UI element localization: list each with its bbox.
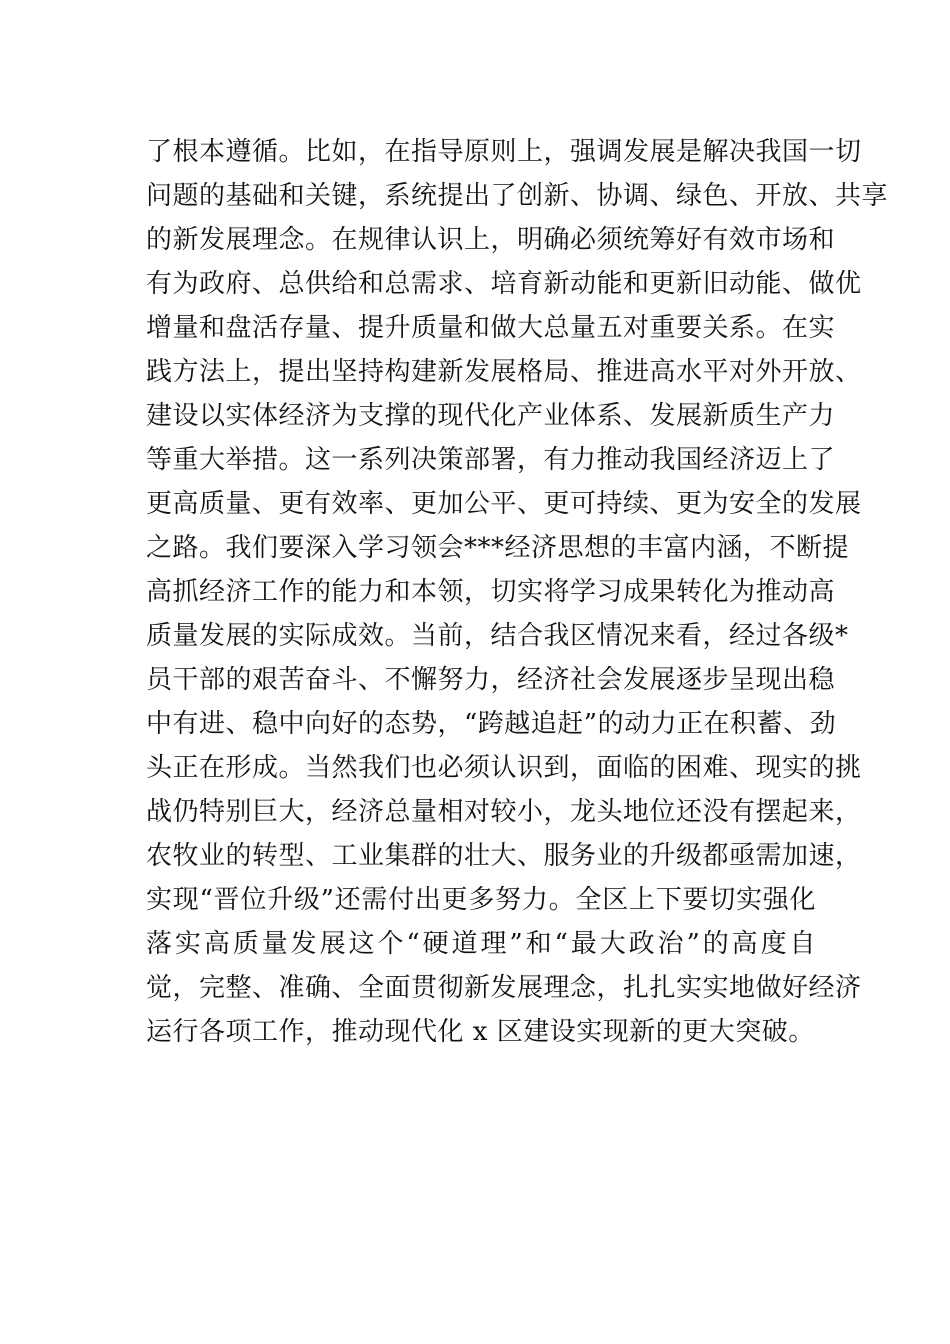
text-line: 更高质量、更有效率、更加公平、更可持续、更为安全的发展 — [146, 489, 862, 519]
text-line: 问题的基础和关键，系统提出了创新、协调、绿色、开放、共享 — [146, 181, 889, 211]
text-line: 中有进、稳中向好的态势，“跨越追赶”的动力正在积蓄、劲 — [146, 709, 837, 739]
text-line: 了根本遵循。比如，在指导原则上，强调发展是解决我国一切 — [146, 137, 862, 167]
text-line: 践方法上，提出坚持构建新发展格局、推进高水平对外开放、 — [146, 357, 862, 387]
body-paragraph — [146, 130, 889, 1054]
text-line: 农牧业的转型、工业集群的壮大、服务业的升级都亟需加速， — [146, 841, 862, 871]
text-line: 之路。我们要深入学习领会***经济思想的丰富内涵，不断提 — [146, 533, 850, 563]
text-line: 战仍特别巨大，经济总量相对较小，龙头地位还没有摆起来， — [146, 797, 862, 827]
text-line: 落实高质量发展这个“硬道理”和“最大政治”的高度自 — [146, 929, 816, 959]
text-line: 建设以实体经济为支撑的现代化产业体系、发展新质生产力 — [146, 401, 836, 431]
text-line: 头正在形成。当然我们也必须认识到，面临的困难、现实的挑 — [146, 753, 862, 783]
text-line: 有为政府、总供给和总需求、培育新动能和更新旧动能、做优 — [146, 269, 862, 299]
text-line: 高抓经济工作的能力和本领，切实将学习成果转化为推动高 — [146, 577, 836, 607]
text-line: 质量发展的实际成效。当前，结合我区情况来看，经过各级* — [146, 621, 849, 651]
text-line: 的新发展理念。在规律认识上，明确必须统筹好有效市场和 — [146, 225, 836, 255]
text-line: 实现“晋位升级”还需付出更多努力。全区上下要切实强化 — [146, 885, 816, 915]
text-line-last: 运行各项工作，推动现代化 x 区建设实现新的更大突破。 — [146, 1017, 815, 1047]
text-line: 觉，完整、准确、全面贯彻新发展理念，扎扎实实地做好经济 — [146, 973, 862, 1003]
text-line: 等重大举措。这一系列决策部署，有力推动我国经济迈上了 — [146, 445, 836, 475]
text-line: 员干部的艰苦奋斗、不懈努力，经济社会发展逐步呈现出稳 — [146, 665, 836, 695]
text-line: 增量和盘活存量、提升质量和做大总量五对重要关系。在实 — [146, 313, 836, 343]
